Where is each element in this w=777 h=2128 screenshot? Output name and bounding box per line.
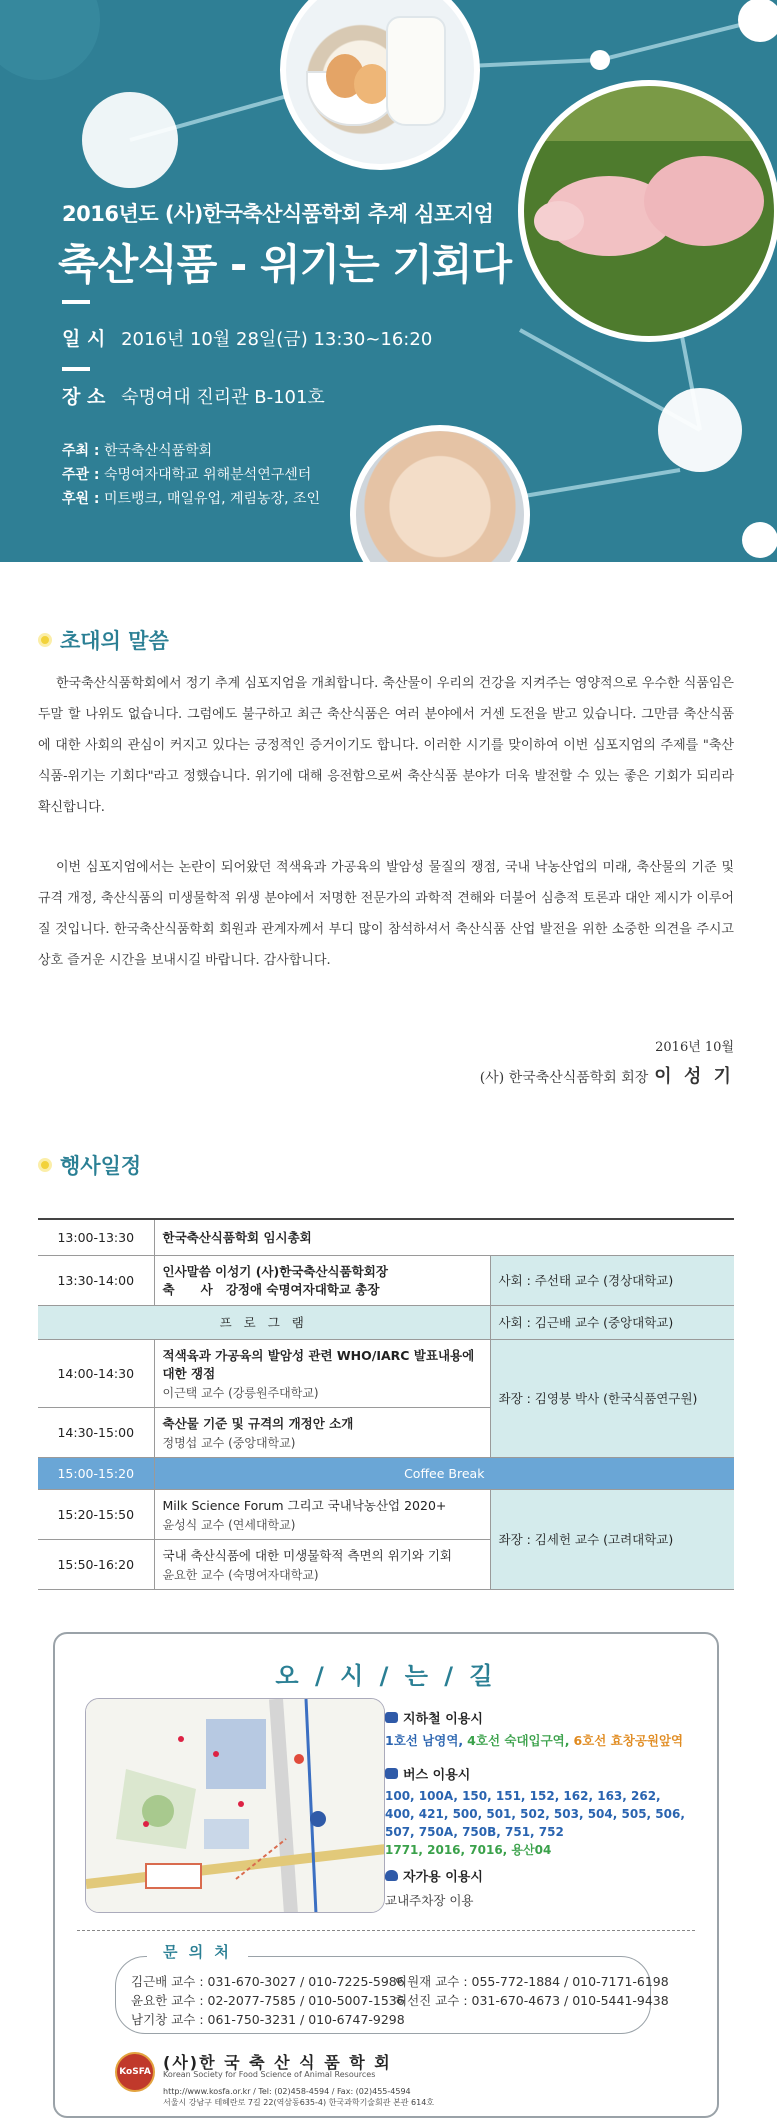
table-row <box>38 1339 734 1407</box>
time-cell: 15:20-15:50 <box>38 1489 154 1539</box>
greeting-heading <box>38 625 169 655</box>
host-value: 한국축산식품학회 <box>103 443 213 459</box>
map-drawing <box>86 1699 385 1913</box>
greeting-date: 2016년 10월 <box>655 1040 734 1055</box>
chair-cell: 좌장 : 김세헌 교수 (고려대학교) <box>490 1489 734 1589</box>
contact-entry: 이원재 교수 : 055-772-1884 / 010-7171-6198 <box>395 1974 669 1989</box>
subway-label: 지하철 이용시 <box>403 1712 483 1727</box>
host-line <box>62 440 212 460</box>
bus-routes-green: 1771, 2016, 7016, 용산04 <box>385 1843 552 1857</box>
schedule-table <box>38 1218 734 1590</box>
bus-label: 버스 이용시 <box>403 1768 471 1783</box>
session-title: 한국축산식품학회 임시총회 <box>154 1219 734 1255</box>
place-label: 장 소 <box>62 386 106 408</box>
subway-line-4: 4호선 숙대입구역, <box>467 1733 570 1748</box>
car-text: 교내주차장 이용 <box>385 1893 474 1908</box>
contact-entry: 남기창 교수 : 061-750-3231 / 010-6747-9298 <box>131 2012 405 2027</box>
speaker-name: 윤성식 교수 (연세대학교) <box>162 1517 296 1532</box>
host-label: 주최 : <box>62 443 100 459</box>
contact-entry: 김근배 교수 : 031-670-3027 / 010-7225-5986 <box>131 1974 405 1989</box>
session-title <box>154 1255 490 1305</box>
date-label: 일 시 <box>62 328 106 350</box>
sponsor-value: 미트뱅크, 매일유업, 계림농장, 조인 <box>103 491 321 507</box>
divider <box>62 367 90 371</box>
contact-entry: 윤요한 교수 : 02-2077-7585 / 010-5007-1536 <box>131 1993 405 2008</box>
table-row <box>38 1219 734 1255</box>
moderator-cell: 사회 : 주선태 교수 (경상대학교) <box>490 1255 734 1305</box>
car-label: 자가용 이용시 <box>403 1870 483 1885</box>
program-label: 프 로 그 램 <box>38 1305 490 1339</box>
session-cell <box>154 1339 490 1407</box>
contact-list-right <box>395 1972 669 2010</box>
time-cell: 15:00-15:20 <box>38 1457 154 1489</box>
time-cell: 14:00-14:30 <box>38 1339 154 1407</box>
session-title: Milk Science Forum 그리고 국내낙농산업 2020+ <box>162 1497 447 1513</box>
date-value: 2016년 10월 28일(금) 13:30~16:20 <box>121 329 433 350</box>
speaker-name: 정명섭 교수 (중앙대학교) <box>162 1435 296 1450</box>
event-date <box>62 324 432 351</box>
session-title: 축산물 기준 및 규격의 개정안 소개 <box>162 1415 354 1431</box>
sponsor-label: 후원 : <box>62 491 100 507</box>
piglets-photo <box>518 80 777 342</box>
coffee-break: Coffee Break <box>154 1457 734 1489</box>
schedule-heading <box>38 1150 141 1180</box>
subway-info <box>385 1708 683 1749</box>
time-cell: 15:50-16:20 <box>38 1539 154 1589</box>
signer-title: (사) 한국축산식품학회 회장 <box>479 1070 649 1086</box>
directions-title: 오 / 시 / 는 / 길 <box>275 1662 497 1690</box>
bus-icon <box>385 1768 398 1779</box>
greeting-signature <box>480 1062 734 1088</box>
society-english-name: Korean Society for Food Science of Animal Resources <box>163 2070 376 2079</box>
society-address: 서울시 강남구 테헤란로 7길 22(역삼동635-4) 한국과학기술회관 본관 614호 <box>163 2098 435 2107</box>
table-row <box>38 1305 734 1339</box>
greeting-title: 초대의 말씀 <box>60 629 169 653</box>
bus-routes-blue: 100, 100A, 150, 151, 152, 162, 163, 262, 400, 421, 500, 501, 502, 503, 504, 505, 506, 507, 750A, 750B, 751, 752 <box>385 1789 685 1839</box>
time-cell: 13:00-13:30 <box>38 1219 154 1255</box>
session-title: 국내 축산식품에 대한 미생물학적 측면의 위기와 기회 <box>162 1547 452 1563</box>
organizer-label: 주관 : <box>62 467 100 483</box>
society-logo: KoSFA <box>115 2052 155 2092</box>
car-info <box>385 1866 483 1909</box>
table-row <box>38 1457 734 1489</box>
event-subtitle: 2016년도 (사)한국축산식품학회 추계 심포지엄 <box>62 202 494 226</box>
speaker-name: 이근택 교수 (강릉원주대학교) <box>162 1385 319 1400</box>
society-web: http://www.kosfa.or.kr / Tel: (02)458-4594 / Fax: (02)455-4594 <box>163 2087 411 2096</box>
bullet-icon <box>38 1158 52 1172</box>
session-cell <box>154 1407 490 1457</box>
session-cell <box>154 1539 490 1589</box>
table-row <box>38 1255 734 1305</box>
schedule-title: 행사일정 <box>60 1154 142 1178</box>
dashed-divider <box>77 1930 695 1931</box>
divider <box>62 300 90 304</box>
subway-line-1: 1호선 남영역, <box>385 1733 464 1748</box>
organizer-value: 숙명여자대학교 위해분석연구센터 <box>103 467 312 483</box>
session-title: 적색육과 가공육의 발암성 관련 WHO/IARC 발표내용에 대한 쟁점 <box>162 1347 475 1381</box>
speaker-name: 윤요한 교수 (숙명여자대학교) <box>162 1567 319 1582</box>
time-cell: 13:30-14:00 <box>38 1255 154 1305</box>
event-place <box>62 382 325 409</box>
society-name: (사)한 국 축 산 식 품 학 회 <box>163 2053 392 2072</box>
table-row <box>38 1489 734 1539</box>
congrats-line: 축 사 강정애 숙명여자대학교 총장 <box>162 1282 380 1297</box>
subway-icon <box>385 1712 398 1723</box>
car-icon <box>385 1870 398 1881</box>
bullet-icon <box>38 633 52 647</box>
place-value: 숙명여대 진리관 B-101호 <box>121 387 325 408</box>
contact-entry: 허선진 교수 : 031-670-4673 / 010-5441-9438 <box>395 1993 669 2008</box>
bus-info <box>385 1764 685 1858</box>
campus-map[interactable] <box>85 1698 385 1913</box>
directions-box <box>53 1632 719 2118</box>
sponsor-line <box>62 488 320 508</box>
moderator-cell: 사회 : 김근배 교수 (중앙대학교) <box>490 1305 734 1339</box>
bus-heading <box>385 1764 685 1783</box>
time-cell: 14:30-15:00 <box>38 1407 154 1457</box>
contact-list-left <box>131 1972 405 2029</box>
organizer-line <box>62 464 311 484</box>
event-header <box>0 0 777 562</box>
contact-title: 문 의 처 <box>147 1941 248 1962</box>
subway-heading <box>385 1708 683 1727</box>
chair-cell: 좌장 : 김영붕 박사 (한국식품연구원) <box>490 1339 734 1457</box>
signer-name: 이 성 기 <box>654 1066 734 1087</box>
subway-lines <box>385 1731 683 1749</box>
car-heading <box>385 1866 483 1885</box>
session-cell <box>154 1489 490 1539</box>
subway-line-6: 6호선 효창공원앞역 <box>573 1733 684 1748</box>
greeting-paragraph-2: 이번 심포지엄에서는 논란이 되어왔던 적색육과 가공육의 발암성 물질의 쟁점, 국내 낙농산업의 미래, 축산물의 기준 및 규격 개정, 축산식품의 미생물학적 위생 분야에서 저명한 전문가의 과학적 견해와 더불어 심층적 토론과 대안 제시가 이루어질 것입니다. 한국축산식품학회 회원과 관계자께서 부디 많이 참석하셔서 축산식품 산업 발전을 위한 소중한 의견을 주시고 상호 즐거운 시간을 보내시길 바랍니다. 감사합니다. <box>38 860 734 968</box>
event-title: 축산식품 - 위기는 기회다 <box>58 240 512 289</box>
welcome-line: 인사말씀 이성기 (사)한국축산식품학회장 <box>162 1264 388 1279</box>
society-contact <box>163 2086 434 2108</box>
greeting-paragraph-1: 한국축산식품학회에서 정기 추계 심포지엄을 개최합니다. 축산물이 우리의 건강을 지켜주는 영양적으로 우수한 식품임은 두말 할 나위도 없습니다. 그럼에도 불구하고 최근 축산식품은 여러 분야에서 거센 도전을 받고 있습니다. 그만큼 축산식품에 대한 사회의 관심이 커지고 있다는 긍정적인 증거이기도 합니다. 이러한 시기를 맞이하여 이번 심포지엄의 주제를 "축산식품-위기는 기회다"라고 정했습니다. 위기에 대해 응전함으로써 축산식품 분야가 더욱 발전할 수 있는 좋은 기회가 되리라 확신합니다. <box>38 676 734 815</box>
